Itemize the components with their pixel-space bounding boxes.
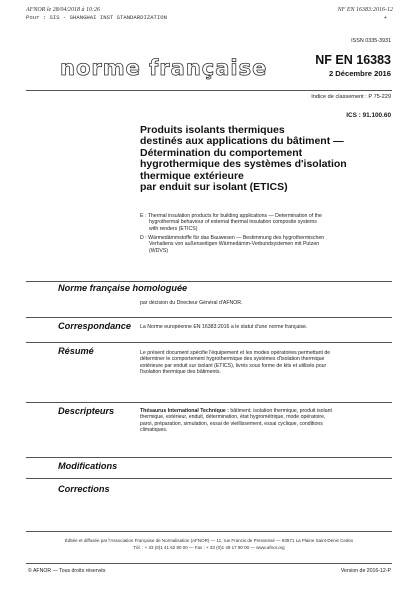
en-line: hygrothermal behaviour of external thermal insulation composite systems bbox=[149, 219, 317, 226]
subscriber-line: Pour : SIS - SHANGHAI INST STANDARDIZATION bbox=[26, 14, 167, 21]
standard-date: 2 Décembre 2016 bbox=[328, 69, 391, 78]
divider bbox=[26, 281, 392, 282]
en-line: with renders (ETICS) bbox=[149, 225, 198, 232]
section-heading-homologuee: Norme française homologuée bbox=[58, 283, 188, 293]
section-heading-modifications: Modifications bbox=[58, 461, 118, 471]
resume-line: déterminer le comportement hygrothermique des systèmes d'isolation thermique bbox=[140, 356, 325, 363]
norme-francaise-logo: norme française bbox=[60, 56, 268, 80]
publisher-address: Éditée et diffusée par l'Association Française de Normalisation (AFNOR) — 11, rue Francis de Pressensé — 93571 La Plaine Saint-Denis Cedex bbox=[64, 538, 354, 543]
title-line: thermique extérieure bbox=[140, 169, 244, 182]
resume-line: Le présent document spécifie l'équipement et les modes opératoires permettant de bbox=[140, 350, 331, 356]
title-line: hygrothermique des systèmes d'isolation bbox=[140, 158, 347, 171]
correspondance-text: La Norme européenne EN 16383:2016 a le statut d'une norme française. bbox=[140, 324, 308, 330]
thesaurus-label: Thésaurus International Technique : bbox=[140, 408, 229, 414]
section-heading-resume: Résumé bbox=[58, 346, 94, 356]
descripteurs-line: thermique, extérieur, enduit, détermination, état hygrométrique, mode opératoire, bbox=[140, 414, 326, 421]
ics-code: ICS : 91.100.60 bbox=[346, 112, 391, 119]
classification-index: Indice de classement : P 75-229 bbox=[311, 94, 391, 100]
document-reference: NF EN 16383:2016-12 bbox=[337, 7, 393, 13]
section-heading-corrections: Corrections bbox=[58, 484, 110, 494]
section-heading-correspondance: Correspondance bbox=[58, 321, 132, 331]
german-title bbox=[140, 235, 395, 254]
de-line: Verhaltens von außenseitigen Wärmedämm-Verbundsystemen mit Putzen bbox=[149, 241, 320, 248]
section-heading-descripteurs: Descripteurs bbox=[58, 406, 115, 416]
publisher-info bbox=[26, 538, 392, 551]
title-line: par enduit sur isolant (ETICS) bbox=[140, 181, 288, 194]
version: Version de 2016-12-P bbox=[340, 568, 391, 574]
title-line: destinés aux applications du bâtiment — bbox=[140, 135, 344, 148]
document-title bbox=[140, 125, 390, 193]
title-line: Détermination du comportement bbox=[140, 146, 303, 159]
english-title bbox=[140, 213, 395, 232]
divider bbox=[26, 531, 392, 532]
descripteurs-line: climatiques. bbox=[140, 427, 168, 434]
divider bbox=[26, 342, 392, 343]
plus-mark: + bbox=[383, 14, 387, 21]
homologuee-text: par décision du Directeur Général d'AFNOR. bbox=[140, 300, 243, 306]
descripteurs-first-line: bâtiment, isolation thermique, produit isolant bbox=[228, 408, 332, 414]
descripteurs-text bbox=[140, 408, 395, 434]
resume-line: l'isolation thermique des bâtiments. bbox=[140, 369, 221, 376]
divider bbox=[26, 478, 392, 479]
issn: ISSN 0335-3931 bbox=[351, 38, 391, 44]
divider bbox=[26, 317, 392, 318]
print-stamp: AFNOR le 28/04/2018 à 10:26 bbox=[26, 7, 100, 13]
resume-text bbox=[140, 350, 395, 376]
de-line: (WDVS) bbox=[149, 247, 169, 254]
divider bbox=[26, 402, 392, 403]
standard-number: NF EN 16383 bbox=[315, 53, 391, 67]
copyright: © AFNOR — Tous droits réservés bbox=[28, 568, 106, 574]
de-line: D : Wärmedämmstoffe für das Bauwesen — Bestimmung des hygrothermischen bbox=[140, 235, 325, 241]
divider bbox=[26, 457, 392, 458]
descripteurs-line: paroi, préparation, simulation, essai de vieillissement, essai cyclique, conditions bbox=[140, 420, 323, 427]
resume-line: extérieure par enduit sur isolant (ETICS), livrés sous forme de kits et utilisés pour bbox=[140, 362, 327, 369]
title-line: Produits isolants thermiques bbox=[140, 124, 285, 136]
divider bbox=[26, 563, 392, 564]
en-line: E : Thermal insulation products for building applications — Determination of the bbox=[140, 213, 322, 219]
publisher-contact: Tél. : + 33 (0)1 41 62 80 00 — Fax : + 33 (0)1 49 17 90 00 — www.afnor.org bbox=[133, 544, 285, 550]
